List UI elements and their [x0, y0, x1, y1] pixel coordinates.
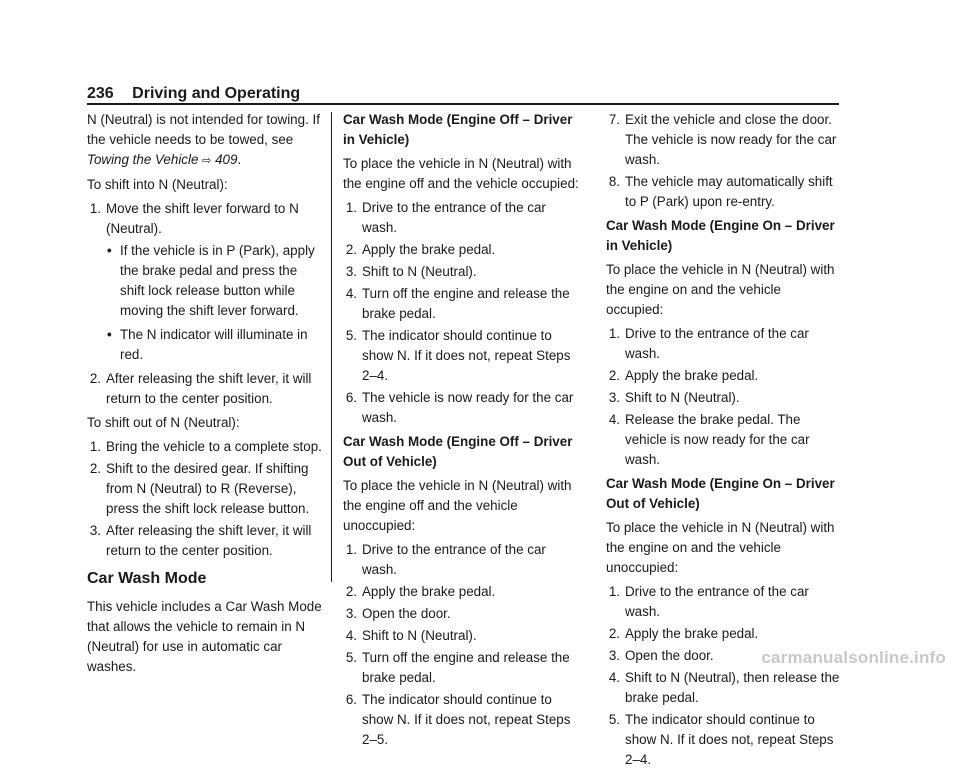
column-1	[87, 110, 322, 681]
list-item: 3. After releasing the shift lever, it will return to the center position.	[89, 523, 312, 558]
list-item: 2. Apply the brake pedal.	[608, 626, 759, 641]
shift-out-heading: To shift out of N (Neutral):	[87, 415, 240, 430]
list-item: 1. Move the shift lever forward to N (Neutral). • If the vehicle is in P (Park), apply the brake pedal and press the shift lock release button while moving the shift lever forward. • The N indicator will illuminate in red.	[87, 199, 322, 365]
paragraph: To place the vehicle in N (Neutral) with the engine on and the vehicle unoccupied:	[606, 520, 835, 575]
list-item: 6. The indicator should continue to show N. If it does not, repeat Steps 2–5.	[345, 692, 571, 747]
header-rule	[87, 103, 839, 105]
steps-engine-on-driver-out	[606, 582, 841, 770]
list-item: 3. Open the door.	[608, 648, 714, 663]
bullet-item: • If the vehicle is in P (Park), apply the brake pedal and press the shift lock release button while moving the shift lever forward.	[106, 241, 322, 321]
subheading-engine-on-driver-out: Car Wash Mode (Engine On – Driver Out of Vehicle)	[606, 476, 835, 511]
towing-link[interactable]: Towing the Vehicle	[87, 152, 199, 167]
subheading-engine-off-driver-out: Car Wash Mode (Engine Off – Driver Out of Vehicle)	[343, 434, 573, 469]
subheading-engine-on-driver-in: Car Wash Mode (Engine On – Driver in Vehicle)	[606, 218, 835, 253]
towing-page-ref[interactable]: 409	[215, 152, 238, 167]
bullet-item: • The N indicator will illuminate in red.	[106, 325, 322, 365]
shift-into-heading: To shift into N (Neutral):	[87, 177, 228, 192]
list-item: 1. Drive to the entrance of the car wash.	[345, 542, 546, 577]
list-item: 2. Apply the brake pedal.	[345, 242, 496, 257]
list-item: 4. Release the brake pedal. The vehicle is now ready for the car wash.	[608, 412, 810, 467]
list-item: 2. After releasing the shift lever, it will return to the center position.	[89, 371, 312, 406]
list-item: 3. Shift to N (Neutral).	[345, 264, 477, 279]
list-item: 4. Shift to N (Neutral).	[345, 628, 477, 643]
list-item: 5. Turn off the engine and release the brake pedal.	[345, 650, 570, 685]
shift-into-steps	[87, 199, 322, 409]
paragraph: To place the vehicle in N (Neutral) with the engine off and the vehicle occupied:	[343, 156, 579, 191]
intro-paragraph: N (Neutral) is not intended for towing. If the vehicle needs to be towed, see Towing the Vehicle ⇨ 409.	[87, 112, 320, 167]
steps-continued	[606, 110, 841, 212]
list-item: 1. Bring the vehicle to a complete stop.	[89, 439, 322, 454]
list-item: 6. The vehicle is now ready for the car wash.	[345, 390, 574, 425]
column-3	[606, 110, 841, 774]
subheading-engine-off-driver-in: Car Wash Mode (Engine Off – Driver in Vehicle)	[343, 112, 573, 147]
bullet-list	[106, 241, 322, 365]
shift-out-steps	[87, 437, 322, 561]
list-item: 1. Drive to the entrance of the car wash.	[608, 326, 809, 361]
list-item: 3. Open the door.	[345, 606, 451, 621]
section-paragraph: This vehicle includes a Car Wash Mode that allows the vehicle to remain in N (Neutral) for use in automatic car washes.	[87, 599, 322, 674]
list-item: 4. Shift to N (Neutral), then release the brake pedal.	[608, 670, 840, 705]
page-ref-arrow-icon: ⇨	[202, 155, 212, 167]
list-item: 2. Apply the brake pedal.	[345, 584, 496, 599]
section-title: Car Wash Mode	[87, 570, 207, 587]
list-item: 2. Shift to the desired gear. If shifting from N (Neutral) to R (Reverse), press the shift lock release button.	[89, 461, 310, 516]
column-divider	[331, 112, 332, 582]
list-item: 1. Drive to the entrance of the car wash.	[345, 200, 546, 235]
chapter-title: Driving and Operating	[132, 85, 301, 102]
list-item: 5. The indicator should continue to show N. If it does not, repeat Steps 2–4.	[608, 712, 834, 767]
list-item: 2. Apply the brake pedal.	[608, 368, 759, 383]
list-item: 8. The vehicle may automatically shift to P (Park) upon re-entry.	[608, 174, 833, 209]
steps-engine-off-driver-out	[343, 540, 583, 750]
paragraph: To place the vehicle in N (Neutral) with the engine on and the vehicle occupied:	[606, 262, 835, 317]
steps-engine-on-driver-in	[606, 324, 841, 470]
list-item: 7. Exit the vehicle and close the door. The vehicle is now ready for the car wash.	[608, 112, 837, 167]
page-header	[87, 84, 839, 104]
list-item: 4. Turn off the engine and release the brake pedal.	[345, 286, 570, 321]
page-number: 236	[87, 85, 114, 102]
list-item: 1. Drive to the entrance of the car wash.	[608, 584, 809, 619]
paragraph: To place the vehicle in N (Neutral) with the engine off and the vehicle unoccupied:	[343, 478, 572, 533]
column-2	[343, 110, 583, 754]
list-item: 5. The indicator should continue to show N. If it does not, repeat Steps 2–4.	[345, 328, 571, 383]
watermark: carmanualsonline.info	[761, 648, 946, 667]
steps-engine-off-driver-in	[343, 198, 583, 428]
list-item: 3. Shift to N (Neutral).	[608, 390, 740, 405]
